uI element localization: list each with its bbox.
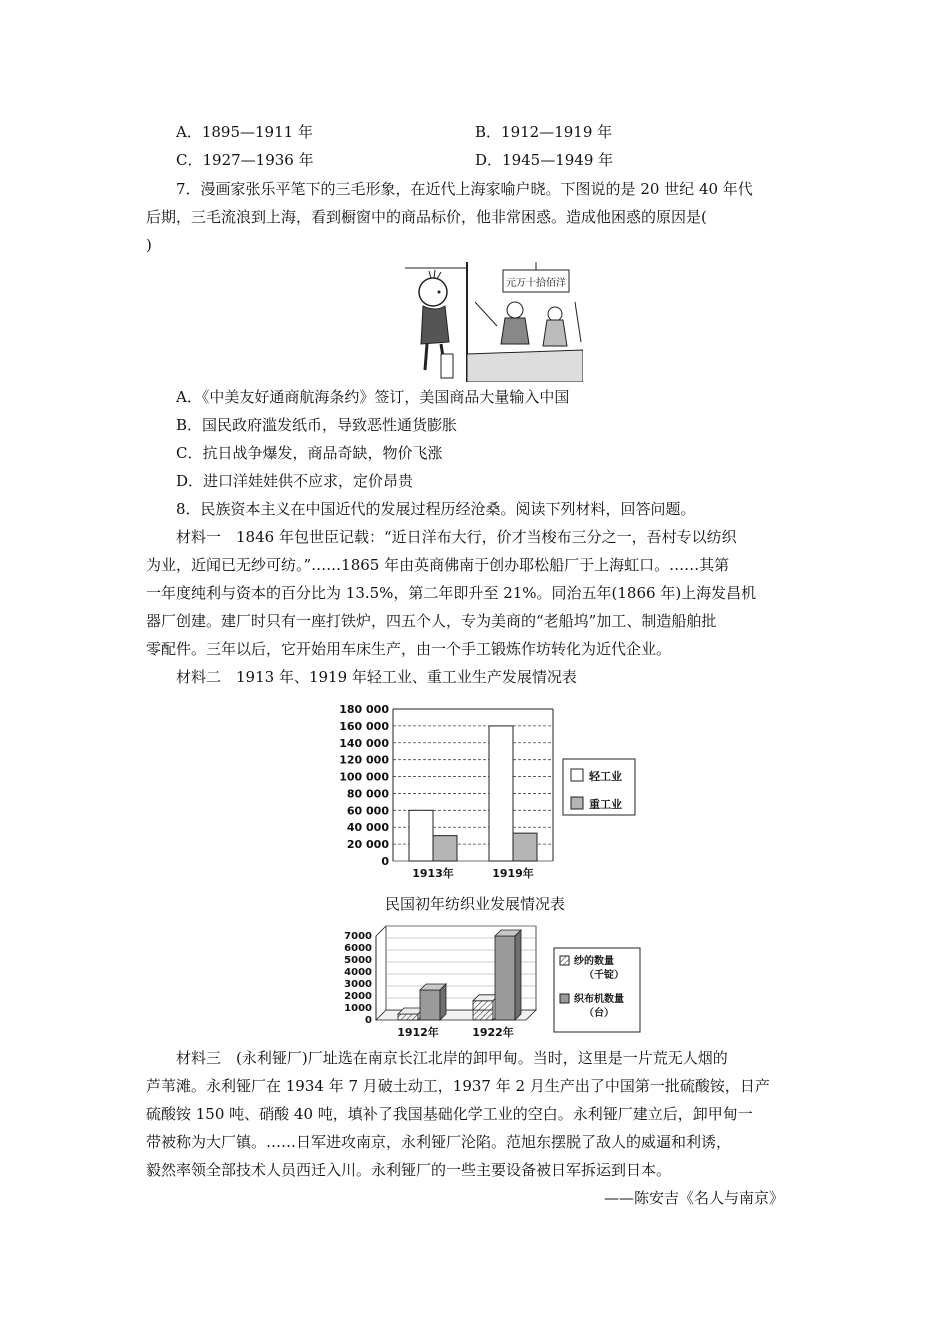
bar-light-industry <box>409 810 433 861</box>
y-tick-label: 60 000 <box>346 804 389 818</box>
material3-source: ——陈安吉《名人与南京》 <box>604 1189 785 1207</box>
legend-swatch <box>571 797 583 809</box>
y-tick-label: 0 <box>365 1015 372 1026</box>
y-tick-label: 4000 <box>344 967 372 978</box>
q7-stem-line2: 后期，三毛流浪到上海，看到橱窗中的商品标价，他非常困惑。造成他困惑的原因是( <box>146 208 707 226</box>
y-tick-label: 20 000 <box>346 838 389 852</box>
cartoon-sign: 元万十拾佰洋 <box>506 278 566 289</box>
material1-line1: 材料一 1846 年包世臣记载：“近日洋布大行，价才当梭布三分之一，吾村专以纺织 <box>176 528 737 546</box>
x-tick-label: 1919年 <box>492 867 534 880</box>
textile-bar-chart <box>340 922 645 1044</box>
q7-option-b: B．国民政府滥发纸币，导致恶性通货膨胀 <box>176 416 458 434</box>
legend-swatch <box>560 956 569 965</box>
q7-option-d: D．进口洋娃娃供不应求，定价昂贵 <box>176 472 414 490</box>
y-tick-label: 3000 <box>344 979 372 990</box>
q6-option-c: C．1927—1936 年 <box>176 151 314 169</box>
y-tick-label: 40 000 <box>346 821 389 835</box>
sanmao-cartoon <box>405 262 583 382</box>
x-tick-label: 1913年 <box>412 867 454 880</box>
q7-stem-line3: ) <box>146 236 152 254</box>
legend-label: 轻工业 <box>589 770 622 783</box>
bar-yarn-quantity <box>398 1014 418 1020</box>
legend-label: （台） <box>584 1008 614 1019</box>
material1-line3: 一年度纯利与资本的百分比为 13.5%，第二年即升至 21%。同治五年(1866 年)上海发昌机 <box>146 584 757 602</box>
legend-swatch <box>560 994 569 1003</box>
y-tick-label: 80 000 <box>346 787 389 801</box>
material1-line4: 器厂创建。建厂时只有一座打铁炉，四五个人，专为美商的“老船坞”加工、制造船舶批 <box>146 612 717 630</box>
y-tick-label: 2000 <box>344 991 372 1002</box>
legend-label: 重工业 <box>589 798 622 811</box>
y-tick-label: 180 000 <box>339 703 389 716</box>
y-tick-label: 140 000 <box>339 736 389 750</box>
y-tick-label: 160 000 <box>339 719 389 733</box>
material3-line2: 芦苇滩。永利铔厂在 1934 年 7 月破土动工，1937 年 2 月生产出了中国第一批硫酸铵，日产 <box>146 1077 770 1095</box>
legend-swatch <box>571 769 583 781</box>
q6-option-a: A．1895—1911 年 <box>176 123 313 141</box>
y-tick-label: 7000 <box>344 931 372 942</box>
x-tick-label: 1912年 <box>397 1026 439 1039</box>
y-tick-label: 1000 <box>344 1003 372 1014</box>
material3-line3: 硫酸铵 150 吨、硝酸 40 吨，填补了我国基础化学工业的空白。永利铔厂建立后，卸甲甸一 <box>146 1105 753 1123</box>
y-tick-label: 0 <box>381 855 389 868</box>
legend-label: （千锭） <box>584 970 624 981</box>
y-tick-label: 5000 <box>344 955 372 966</box>
q7-option-c: C．抗日战争爆发，商品奇缺，物价飞涨 <box>176 444 443 462</box>
material1-line5: 零配件。三年以后，它开始用车床生产，由一个手工锻炼作坊转化为近代企业。 <box>146 640 672 658</box>
bar-heavy-industry <box>513 833 537 861</box>
material3-line5: 毅然率领全部技术人员西迁入川。永利铔厂的一些主要设备被日军拆运到日本。 <box>146 1161 672 1179</box>
bar-side <box>515 930 521 1020</box>
material3-line4: 带被称为大厂镇。……日军进攻南京，永利铔厂沦陷。范旭东摆脱了敌人的威逼和利诱， <box>146 1133 732 1151</box>
q7-option-a: A．《中美友好通商航海条约》签订，美国商品大量输入中国 <box>176 388 570 406</box>
bar-light-industry <box>489 726 513 861</box>
q6-option-b: B．1912—1919 年 <box>475 123 613 141</box>
bar-heavy-industry <box>433 836 457 861</box>
industry-bar-chart <box>335 695 645 885</box>
legend-label: 纱的数量 <box>574 956 614 967</box>
q7-stem-line1: 7．漫画家张乐平笔下的三毛形象，在近代上海家喻户晓。下图说的是 20 世纪 40 年代 <box>176 180 753 198</box>
bar-loom-quantity <box>495 936 515 1020</box>
material1-line2: 为业，近闻已无纱可纺。”……1865 年由英商佛南于创办耶松船厂于上海虹口。……其第 <box>146 556 730 574</box>
chart-edge <box>376 926 386 936</box>
q6-option-d: D．1945—1949 年 <box>475 151 614 169</box>
bar-yarn-quantity <box>473 1001 493 1020</box>
q8-stem: 8．民族资本主义在中国近代的发展过程历经沧桑。阅读下列材料，回答问题。 <box>176 500 696 518</box>
textile-chart-title: 民国初年纺织业发展情况表 <box>384 895 565 913</box>
y-tick-label: 100 000 <box>339 770 389 784</box>
bar-side <box>440 984 446 1020</box>
y-tick-label: 120 000 <box>339 753 389 767</box>
y-tick-label: 6000 <box>344 943 372 954</box>
legend-label: 织布机数量 <box>574 994 624 1005</box>
material2-title: 材料二 1913 年、1919 年轻工业、重工业生产发展情况表 <box>176 668 577 686</box>
x-tick-label: 1922年 <box>472 1026 514 1039</box>
bar-loom-quantity <box>420 990 440 1020</box>
material3-line1: 材料三 (永利铔厂)厂址选在南京长江北岸的卸甲甸。当时，这里是一片荒无人烟的 <box>176 1049 728 1067</box>
